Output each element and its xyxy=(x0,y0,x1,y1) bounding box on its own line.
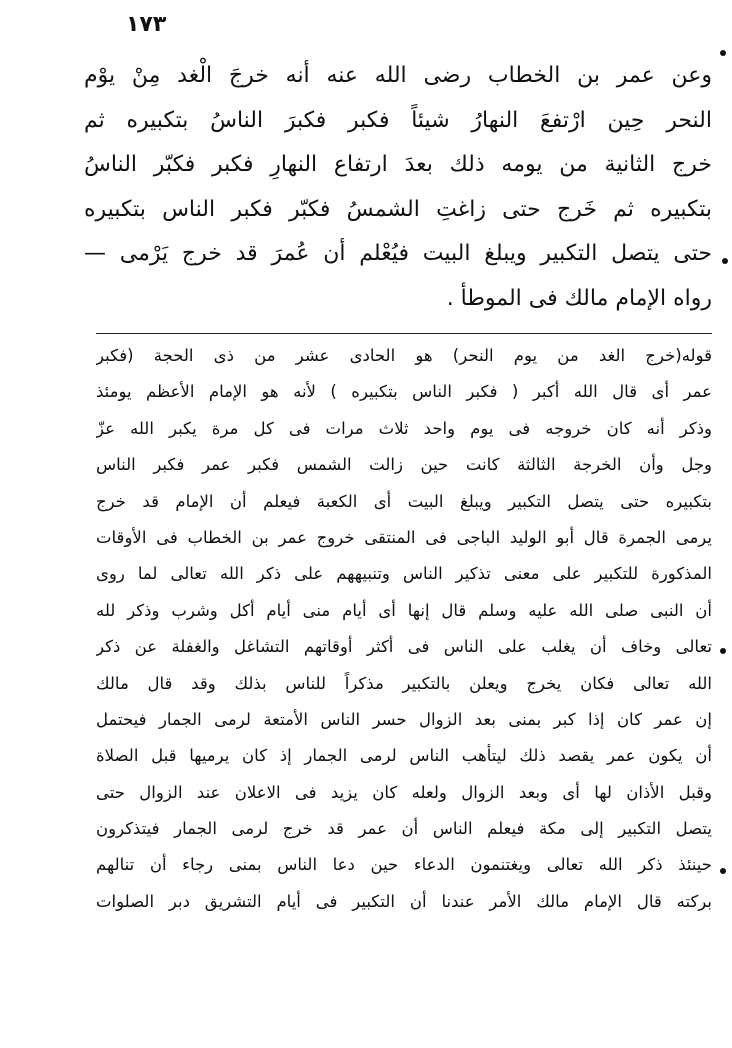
margin-dot xyxy=(722,258,728,264)
hadith-text-block xyxy=(84,54,712,321)
hadith-line: حتى يتصل التكبير ويبلغ البيت فيُعْلم أن عُمرَ قد خرج يَرْمى — xyxy=(84,241,712,266)
hadith-line: وعن عمر بن الخطاب رضى الله عنه أنه خرجَ الْغد مِنْ يوْم xyxy=(84,63,712,88)
hadith-line: رواه الإمام مالك فى الموطأ . xyxy=(446,285,712,311)
commentary-line: الله تعالى فكان يخرج ويعلن بالتكبير مذكراً للناس بذلك وقد قال مالك xyxy=(96,673,712,693)
commentary-line: يتصل التكبير إلى مكة فيعلم الناس أن عمر قد خرج لرمى الجمار فيتذكرون xyxy=(96,819,712,839)
commentary-block xyxy=(96,338,712,920)
commentary-line: بركته قال الإمام مالك الأمر عندنا أن التكبير فى أيام التشريق دبر الصلوات xyxy=(96,891,712,911)
commentary-line: قوله(خرج الغد من يوم النحر) هو الحادى عشر من ذى الحجة (فكبر xyxy=(96,346,712,365)
commentary-line: إن عمر كان إذا كبر بمنى بعد الزوال حسر الناس الأمتعة لرمى الجمار فيحتمل xyxy=(96,709,712,729)
margin-dot xyxy=(720,50,726,56)
section-divider xyxy=(96,333,712,334)
hadith-line: النحر حِين ارْتفعَ النهارُ شيئاً فكبر فكبرَ الناسُ بتكبيره ثم xyxy=(84,107,712,133)
commentary-line: أن النبى صلى الله عليه وسلم قال إنها أى أيام منى أيام أكل وشرب وذكر لله xyxy=(96,600,712,620)
margin-dot xyxy=(720,868,726,874)
commentary-line: وذكر أنه كان خروجه فى يوم واحد ثلاث مرات فى كل مرة يكبر الله عزّ xyxy=(96,418,712,438)
commentary-line: وجل وأن الخرجة الثالثة كانت حين زالت الشمس فكبر عمر فكبر الناس xyxy=(96,455,712,475)
commentary-line: حينئذ ذكر الله تعالى ويغتنمون الدعاء حين دعا الناس بمنى رجاء أن تنالهم xyxy=(96,855,712,875)
commentary-line: عمر أى قال الله أكبر ( فكبر الناس بتكبيره ) لأنه هو الإمام الأعظم يومئذ xyxy=(96,382,712,402)
hadith-line: بتكبيره ثم خَرج حتى زاغتِ الشمسُ فكبّر فكبر الناس بتكبيره xyxy=(84,196,712,222)
commentary-line: وقبل الأذان لها أى وبعد الزوال ولعله كان يزيد فى الاعلان عند الزوال حتى xyxy=(96,782,712,802)
hadith-line: خرج الثانية من يومه ذلك بعدَ ارتفاع النهارِ فكبر فكبّر الناسُ xyxy=(84,152,712,177)
commentary-line: بتكبيره حتى يتصل التكبير ويبلغ البيت أى الكعبة فيعلم أن الإمام قد خرج xyxy=(96,491,712,511)
commentary-line: تعالى وخاف أن يغلب على الناس فى أكثر أوقاتهم التشاغل والغفلة عن ذكر xyxy=(96,637,712,657)
commentary-line: يرمى الجمرة قال أبو الوليد الباجى فى المنتقى خروج عمر بن الخطاب فى الأوقات xyxy=(96,527,712,547)
margin-dot xyxy=(720,648,726,654)
commentary-line: أن يكون عمر يقصد ذلك ليتأهب الناس لرمى الجمار إذ كان يرميها قبل الصلاة xyxy=(96,746,712,766)
commentary-line: المذكورة للتكبير على معنى تذكير الناس وتنبيههم على ذكر الله تعالى لما روى xyxy=(96,564,712,584)
page-number: ١٧٣ xyxy=(126,12,167,37)
